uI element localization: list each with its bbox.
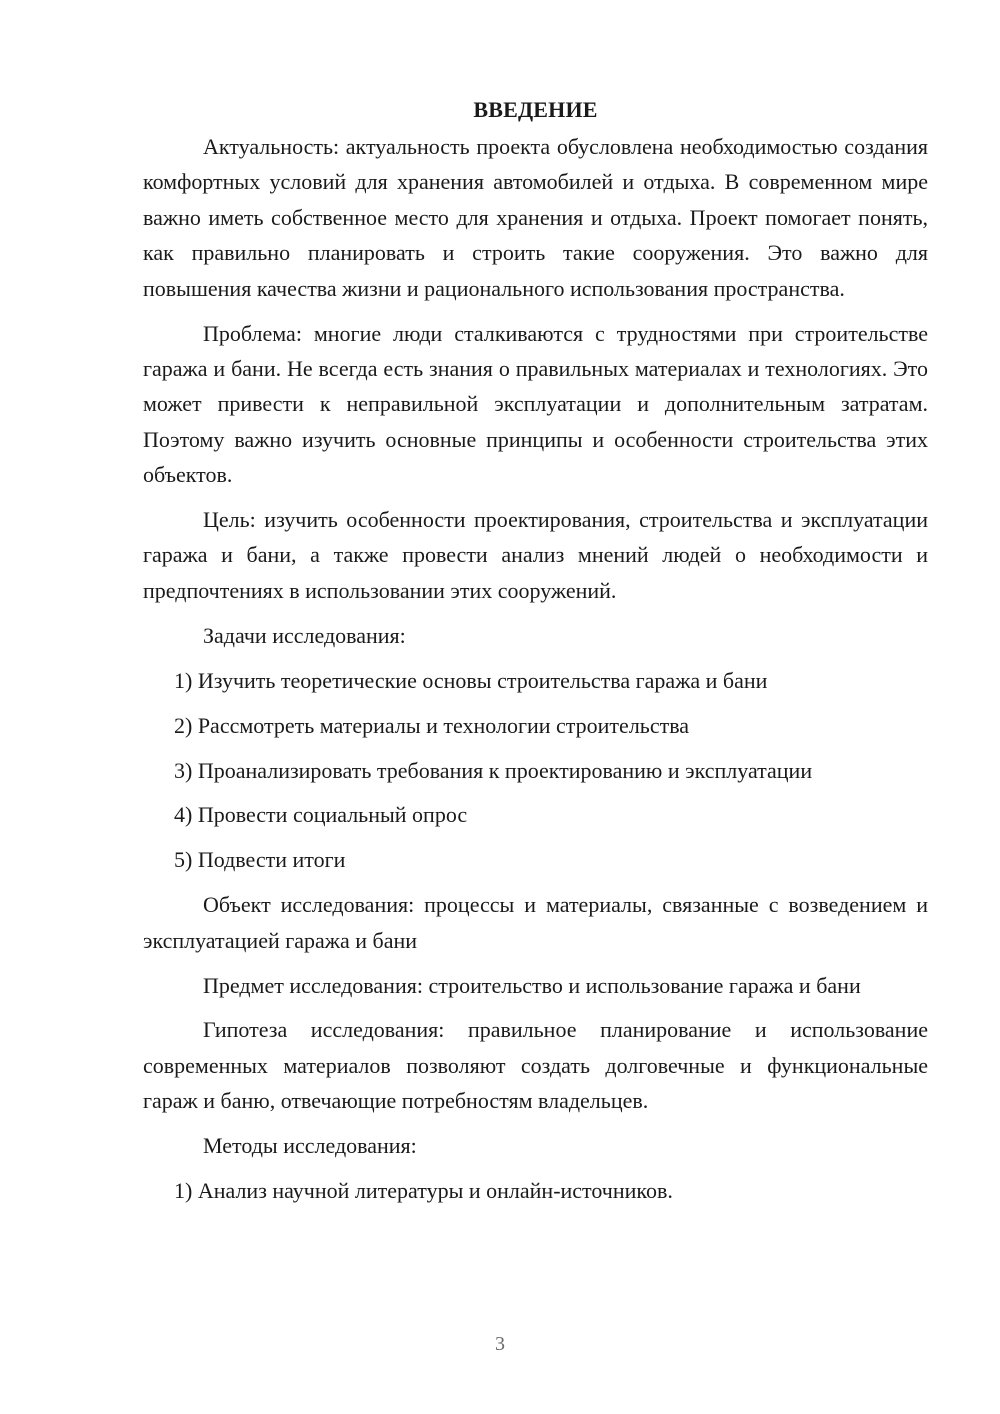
methods-heading: Методы исследования: bbox=[203, 1133, 417, 1159]
paragraph-goal: Цель: изучить особенности проектирования, строительства и эксплуатации гаража и бани, а также провести анализ мнений людей о необходимости и предпочтениях в использовании этих сооружений. bbox=[143, 507, 928, 603]
task-item-5: 5) Подвести итоги bbox=[174, 847, 346, 873]
task-item-3: 3) Проанализировать требования к проектированию и эксплуатации bbox=[174, 757, 813, 783]
method-item-1: 1) Анализ научной литературы и онлайн-источников. bbox=[174, 1178, 673, 1204]
paragraph-object: Объект исследования: процессы и материалы, связанные с возведением и эксплуатацией гаража и бани bbox=[143, 892, 928, 953]
paragraph-hypothesis: Гипотеза исследования: правильное планирование и использование современных материалов позволяют создать долговечные и функциональные гараж и баню, отвечающие потребностям владельцев. bbox=[143, 1017, 928, 1114]
page-number: 3 bbox=[495, 1333, 505, 1355]
page-title: ВВЕДЕНИЕ bbox=[473, 97, 598, 122]
tasks-heading: Задачи исследования: bbox=[203, 622, 406, 648]
paragraph-relevance: Актуальность: актуальность проекта обусловлена необходимостью создания комфортных условий для хранения автомобилей и отдыха. В современном мире важно иметь собственное место для хранения и отдыха. Проект помогает понять, как правильно планировать и строить такие сооружения. Это важно для повышения качества жизни и рационального использования пространства. bbox=[143, 134, 928, 301]
paragraph-problem: Проблема: многие люди сталкиваются с трудностями при строительстве гаража и бани. Не всегда есть знания о правильных материалах и технологиях. Это может привести к неправильной эксплуатации и дополнительным затратам. Поэтому важно изучить основные принципы и особенности строительства этих объектов. bbox=[143, 320, 928, 488]
task-item-1: 1) Изучить теоретические основы строительства гаража и бани bbox=[174, 667, 768, 693]
paragraph-subject: Предмет исследования: строительство и использование гаража и бани bbox=[203, 972, 861, 998]
document-page bbox=[143, 92, 928, 1218]
task-item-2: 2) Рассмотреть материалы и технологии строительства bbox=[174, 712, 690, 738]
task-item-4: 4) Провести социальный опрос bbox=[174, 802, 468, 828]
